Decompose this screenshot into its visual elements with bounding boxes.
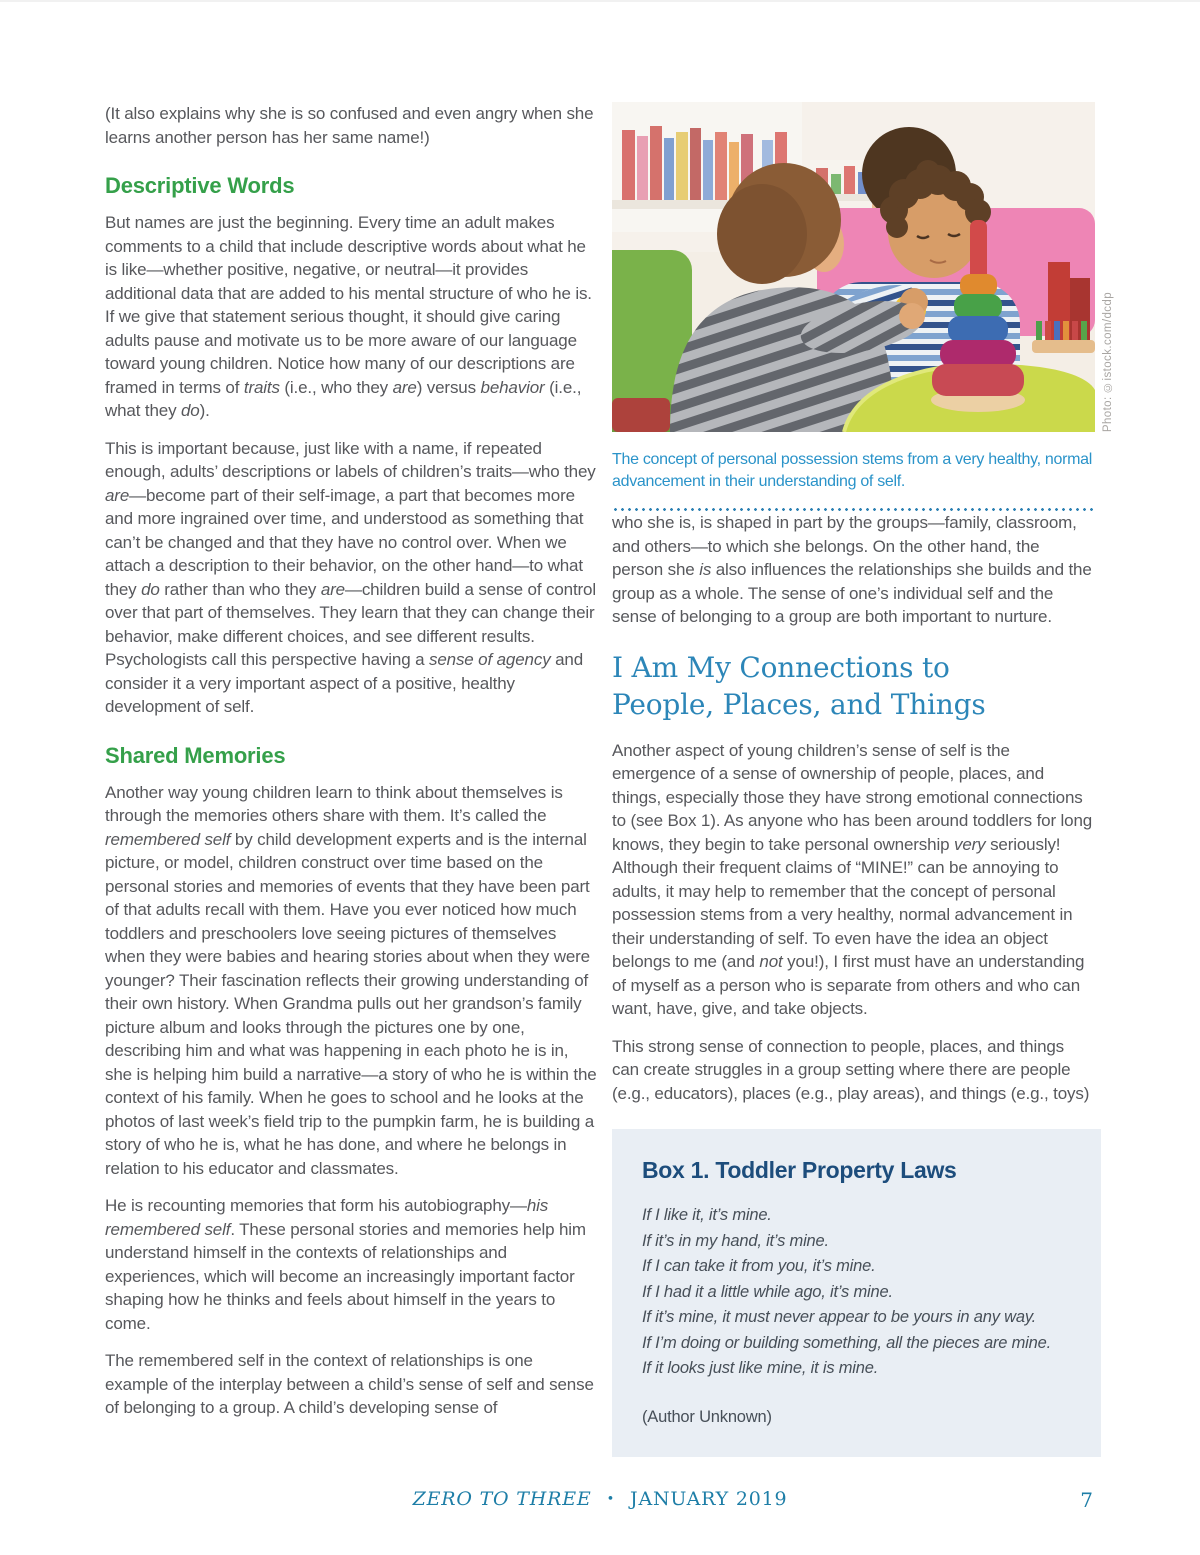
box-line: If I can take it from you, it’s mine. [642,1257,876,1275]
classroom-photo [612,102,1114,432]
paragraph: who she is, is shaped in part by the groups—family, classroom, and others—to which she belongs. On the other hand, the person she is also influences the relationships she builds and the group as a whole. The sense of one’s individual self and the sense of belonging to a group are both important to nurture. [612,513,1092,626]
red-chair [612,398,670,432]
heading-line-1: I Am My Connections to [612,650,950,684]
issue-date: JANUARY 2019 [630,1488,788,1510]
paragraph: This is important because, just like with a name, if repeated enough, adults’ descriptions or labels of children’s traits—who they are—become part of their self-image, a part that becomes more and more ingrained over time, and understood as something that can’t be changed and that they have no control over. When we attach a description to their behavior, on the other hand—to what they do rather than who they are—children build a sense of control over that part of themselves. They learn that they can change their behavior, make different choices, and see different results. Psychologists call this perspective having a sense of agency and consider it a very important aspect of a positive, healthy development of self. [105,438,596,716]
photo-credit: Photo: ©istock.com/dcdp [1102,291,1114,432]
box-line: If it looks just like mine, it is mine. [642,1359,879,1377]
heading-shared-memories: Shared Memories [105,742,286,768]
box-toddler-property-laws [612,1129,1101,1457]
box-line: If I like it, it’s mine. [642,1206,772,1224]
heading-i-am-my-connections [612,649,1095,723]
box-line: If I had it a little while ago, it’s mine. [642,1282,893,1301]
journal-name: ZERO TO THREE [412,1488,592,1510]
bullet-separator-icon: • [606,1492,616,1507]
box-line: If I’m doing or building something, all the pieces are mine. [642,1333,1051,1352]
page-number: 7 [1080,1488,1093,1512]
heading-line-2: People, Places, and Things [612,687,986,721]
photo-caption: The concept of personal possession stems from a very healthy, normal advancement in their understanding of self. [612,451,1092,490]
left-column [105,102,599,1420]
page-footer [0,1488,1200,1510]
paragraph: Another aspect of young children’s sense of self is the emergence of a sense of ownership of people, places, and things, especially those they have strong emotional connections to (see Box 1). As anyone who has been around toddlers for long knows, they begin to take personal ownership very seriously! Although their frequent claims of “MINE!” can be annoying to adults, it may help to remember that the concept of personal possession stems from a very healthy, normal advancement in their understanding of self. To even have the idea an object belongs to me (and not you!), I first must have an understanding of myself as a person who is separate from others and who can want, have, give, and take objects. [612,740,1093,1018]
paragraph: He is recounting memories that form his autobiography—his remembered self. These personal stories and memories help him understand himself in the contexts of relationships and experiences, which will become an increasingly important factor shaping how he thinks and feels about himself in the years to come. [105,1196,586,1333]
box-author: (Author Unknown) [642,1407,772,1426]
classroom-photo-illustration [612,102,1095,432]
paragraph: This strong sense of connection to people, places, and things can create struggles in a group setting where there are people (e.g., educators), places (e.g., play areas), and things (e.g., toys) [612,1036,1090,1103]
paragraph: Another way young children learn to think about themselves is through the memories others share with them. It’s called the remembered self by child development experts and is the internal picture, or model, children construct over time based on the personal stories and memories of events that they have been part of that adults recall with them. Have you ever noticed how much toddlers and preschoolers love seeing pictures of themselves when they were babies and hearing stories about when they were younger? Their fascination reflects their growing understanding of their own history. When Grandma pulls out her grandson’s family picture album and looks through the pictures one by one, describing him and what was happening in each photo he is in, she is helping him build a narrative—a story of who he is within the context of his family. When he goes to school and he looks at the photos of last week’s field trip to the pumpkin farm, he is building a story of who he is, what he has done, and where he belongs in relation to his educator and classmates. [105,782,597,1178]
box-title: Box 1. Toddler Property Laws [642,1157,957,1183]
heading-descriptive-words: Descriptive Words [105,173,295,198]
box-line: If it’s mine, it must never appear to be yours in any way. [642,1308,1037,1326]
box-line: If it’s in my hand, it’s mine. [642,1231,829,1250]
right-column [612,102,1114,1457]
paragraph: The remembered self in the context of relationships is one example of the interplay between a child’s sense of self and sense of belonging to a group. A child’s developing sense of [105,1351,594,1417]
paragraph: But names are just the beginning. Every time an adult makes comments to a child that include descriptive words about what he is like—whether positive, negative, or neutral—it provides additional data that are added to his mental structure of who he is. If we give that statement serious thought, it should give caring adults pause and motivate us to be more aware of our language toward young children. Notice how many of our descriptions are framed in terms of traits (i.e., who they are) versus behavior (i.e., what they do). [105,213,592,420]
paragraph-intro: (It also explains why she is so confused and even angry when she learns another person has her same name!) [105,104,594,147]
